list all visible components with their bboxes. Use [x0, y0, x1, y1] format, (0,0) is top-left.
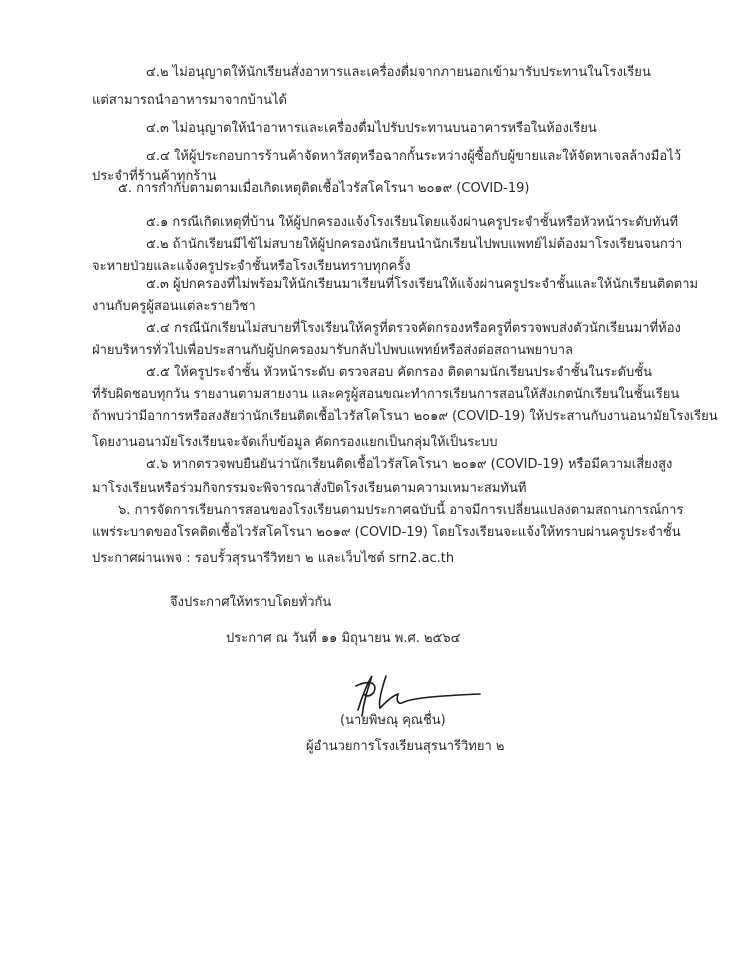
clause-5-3-line-2: งานกับครูผู้สอนแต่ละรายวิชา [92, 299, 256, 314]
section-6-line-2: แพร่ระบาดของโรคติดเชื้อไวรัสโคโรนา ๒๐๑๙ (COVID-19) โดยโรงเรียนจะแจ้งให้ทราบผ่านครูประจำชั้น [92, 525, 681, 540]
clause-5-5-line-2: ที่รับผิดชอบทุกวัน รายงานตามสายงาน และครูผู้สอนขณะทำการเรียนการสอนให้สังเกตนักเรียนในชั้นเรียน [92, 387, 680, 402]
clause-4-2-line-2: แต่สามารถนำอาหารมาจากบ้านได้ [92, 93, 287, 108]
section-5-heading: ๕. การกำกับตามตามเมื่อเกิดเหตุติดเชื้อไวรัสโคโรนา ๒๐๑๙ (COVID-19) [118, 181, 530, 196]
clause-5-6-line-1: ๕.๖ หากตรวจพบยืนยันว่านักเรียนติดเชื้อไวรัสโคโรนา ๒๐๑๙ (COVID-19) หรือมีความเสี่ยงสูง [146, 457, 673, 472]
section-6-line-3: ประกาศผ่านเพจ : รอบรั้วสุรนารีวิทยา ๒ และเว็บไซต์ srn2.ac.th [92, 551, 455, 566]
signatory-position: ผู้อำนวยการโรงเรียนสุรนารีวิทยา ๒ [306, 739, 505, 754]
clause-5-4-line-1: ๕.๔ กรณีนักเรียนไม่สบายที่โรงเรียนให้ครูที่ตรวจคัดกรองหรือครูที่ตรวจพบส่งตัวนักเรียนมาที่ห้อง [146, 321, 681, 336]
announcement-date: ประกาศ ณ วันที่ ๑๑ มิถุนายน พ.ศ. ๒๕๖๔ [226, 631, 461, 646]
clause-5-2-line-2: จะหายป่วยและแจ้งครูประจำชั้นหรือโรงเรียนทราบทุกครั้ง [92, 259, 411, 274]
section-6-line-1: ๖. การจัดการเรียนการสอนของโรงเรียนตามประกาศฉบับนี้ อาจมีการเปลี่ยนแปลงตามสถานการณ์การ [118, 503, 684, 518]
clause-4-4-line-1: ๔.๔ ให้ผู้ประกอบการร้านค้าจัดหาวัสดุหรือฉากกั้นระหว่างผู้ซื้อกับผู้ขายและให้จัดหาเจลล้างมือไว้ [146, 149, 681, 164]
clause-5-6-line-2: มาโรงเรียนหรือร่วมกิจกรรมจะพิจารณาสั่งปิดโรงเรียนตามความเหมาะสมทันที [92, 481, 527, 496]
clause-4-3: ๔.๓ ไม่อนุญาตให้นำอาหารและเครื่องดื่มไปรับประทานบนอาคารหรือในห้องเรียน [146, 121, 597, 136]
clause-5-3-line-1: ๕.๓ ผู้ปกครองที่ไม่พร้อมให้นักเรียนมาเรียนที่โรงเรียนให้แจ้งผ่านครูประจำชั้นและให้นักเรียนติดตาม [146, 277, 699, 292]
signatory-name: (นายพิษณุ คุณชื่น) [340, 713, 446, 728]
clause-5-5-line-4: โดยงานอนามัยโรงเรียนจะจัดเก็บข้อมูล คัดกรองแยกเป็นกลุ่มให้เป็นระบบ [92, 435, 498, 450]
clause-5-1: ๕.๑ กรณีเกิดเหตุที่บ้าน ให้ผู้ปกครองแจ้งโรงเรียนโดยแจ้งผ่านครูประจำชั้นหรือหัวหน้าระดับทันที [146, 215, 679, 230]
clause-5-2-line-1: ๕.๒ ถ้านักเรียนมีไข้ไม่สบายให้ผู้ปกครองนักเรียนนำนักเรียนไปพบแพทย์ไม่ต้องมาโรงเรียนจนกว่า [146, 237, 683, 252]
clause-4-2-line-1: ๔.๒ ไม่อนุญาตให้นักเรียนสั่งอาหารและเครื่องดื่มจากภายนอกเข้ามารับประทานในโรงเรียน [146, 65, 651, 80]
clause-5-5-line-1: ๕.๕ ให้ครูประจำชั้น หัวหน้าระดับ ตรวจสอบ คัดกรอง ติดตามนักเรียนประจำชั้นในระดับชั้น [146, 365, 653, 380]
clause-5-4-line-2: ฝ่ายบริหารทั่วไปเพื่อประสานกับผู้ปกครองมารับกลับไปพบแพทย์หรือส่งต่อสถานพยาบาล [92, 343, 573, 358]
announcement-closing: จึงประกาศให้ทราบโดยทั่วกัน [170, 595, 332, 610]
clause-5-5-line-3: ถ้าพบว่ามีอาการหรือสงสัยว่านักเรียนติดเชื้อไวรัสโคโรนา ๒๐๑๙ (COVID-19) ให้ประสานกับงานอนามัยโรงเรียน [92, 409, 718, 424]
clause-4-4-line-2: ประจำที่ร้านค้าทุกร้าน [92, 169, 217, 184]
